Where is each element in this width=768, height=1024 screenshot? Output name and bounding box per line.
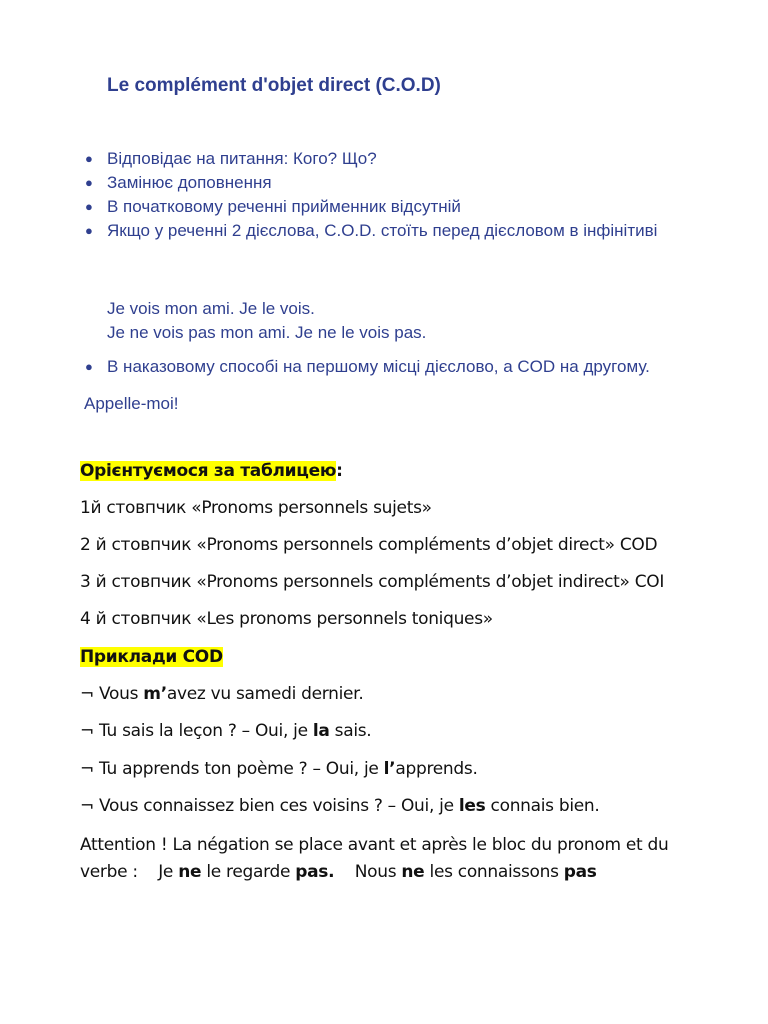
list-item: ● Відповідає на питання: Кого? Що? [80,147,740,171]
bullet-icon: ● [85,359,93,374]
imperative-example: Appelle-moi! [84,394,179,413]
attention-note: Attention ! La négation se place avant et après le bloc du pronom et du verbe : Je ne le regarde pas. Nous ne les connaissons pas [80,835,674,882]
cod-examples-heading: Приклади COD [80,647,223,667]
column-line: 2 й стовпчик «Pronoms personnels compléments d’objet direct» COD [80,535,658,555]
list-item: ● В початковому реченні прийменник відсутній [80,195,740,219]
bullet-icon: ● [85,223,93,238]
column-line: 3 й стовпчик «Pronoms personnels compléments d’objet indirect» COI [80,572,665,592]
document-title: Le complément d'objet direct (C.O.D) [107,75,441,96]
imperative-rule: ● В наказовому способі на першому місці дієслово, а COD на другому. [80,355,760,379]
cod-example: ¬ Vous connaissez bien ces voisins ? – Oui, je les connais bien. [80,796,600,816]
table-heading: Орієнтуємося за таблицею: [80,461,343,481]
cod-example: ¬ Vous m’avez vu samedi dernier. [80,684,364,704]
list-item: ● Якщо у реченні 2 дієслова, C.O.D. стоїть перед дієсловом в інфінітиві [80,219,740,243]
example-line: Je vois mon ami. Je le vois. [107,299,315,318]
column-line: 4 й стовпчик «Les pronoms personnels toniques» [80,609,493,629]
cod-example: ¬ Tu apprends ton poème ? – Oui, je l’apprends. [80,759,478,779]
list-item: ● Замінює доповнення [80,171,740,195]
bullet-icon: ● [85,151,93,166]
rules-list [80,147,740,243]
cod-example: ¬ Tu sais la leçon ? – Oui, je la sais. [80,721,372,741]
example-line: Je ne vois pas mon ami. Je ne le vois pas. [107,323,427,342]
bullet-icon: ● [85,199,93,214]
bullet-icon: ● [85,175,93,190]
column-line: 1й стовпчик «Pronoms personnels sujets» [80,498,432,518]
